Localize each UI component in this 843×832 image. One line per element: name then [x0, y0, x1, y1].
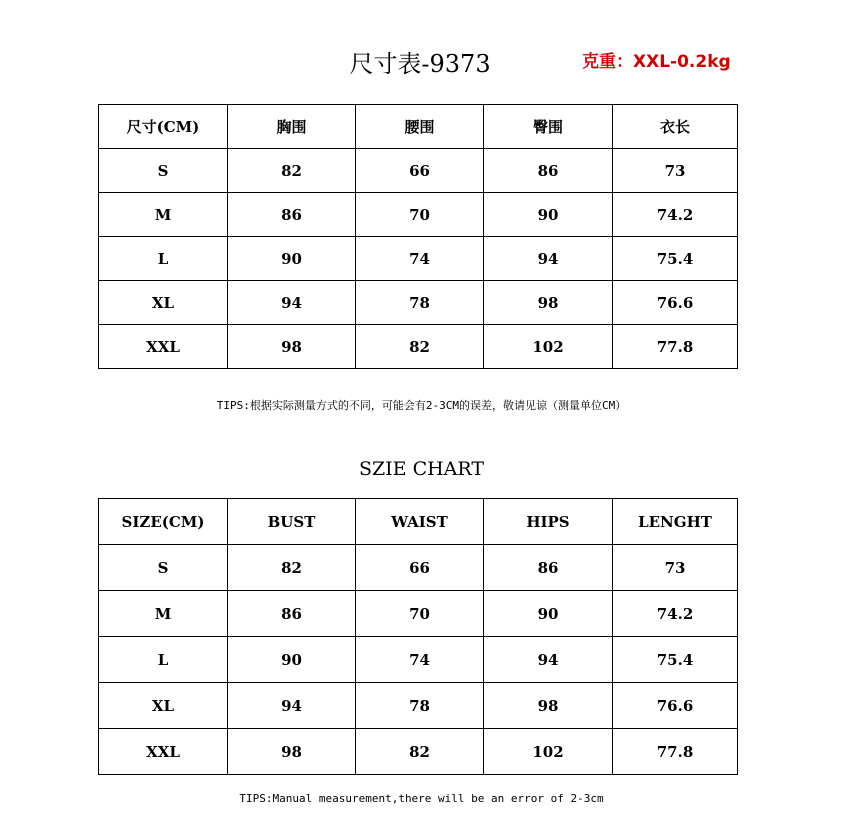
size-cell: XXL — [99, 325, 228, 369]
size-cell: L — [99, 637, 228, 683]
measurement-cell: 94 — [228, 683, 356, 729]
table-header-cell: 胸围 — [228, 105, 356, 149]
size-chart-title-en: SZIE CHART — [358, 458, 485, 480]
table-row — [99, 193, 738, 237]
table-row — [99, 729, 738, 775]
measurement-cell: 74 — [356, 237, 484, 281]
measurement-cell: 86 — [228, 591, 356, 637]
measurement-cell: 86 — [484, 149, 613, 193]
measurement-cell: 82 — [356, 325, 484, 369]
measurement-cell: 75.4 — [613, 237, 738, 281]
measurement-cell: 74 — [356, 637, 484, 683]
table-row — [99, 325, 738, 369]
measurement-cell: 86 — [228, 193, 356, 237]
measurement-cell: 98 — [484, 683, 613, 729]
measurement-cell: 94 — [228, 281, 356, 325]
measurement-cell: 77.8 — [613, 325, 738, 369]
measurement-cell: 75.4 — [613, 637, 738, 683]
size-cell: L — [99, 237, 228, 281]
table-row — [99, 545, 738, 591]
measurement-cell: 90 — [484, 591, 613, 637]
measurement-cell: 76.6 — [613, 683, 738, 729]
table-header-cell: SIZE(CM) — [99, 499, 228, 545]
measurement-cell: 78 — [356, 281, 484, 325]
table-header-cell: 腰围 — [356, 105, 484, 149]
table-header-cell: BUST — [228, 499, 356, 545]
size-table-en — [98, 498, 738, 775]
table-header-cell: HIPS — [484, 499, 613, 545]
measurement-cell: 66 — [356, 149, 484, 193]
measurement-cell: 98 — [484, 281, 613, 325]
measurement-cell: 74.2 — [613, 193, 738, 237]
table-row — [99, 237, 738, 281]
table-row — [99, 281, 738, 325]
measurement-cell: 73 — [613, 149, 738, 193]
measurement-cell: 70 — [356, 193, 484, 237]
measurement-cell: 94 — [484, 637, 613, 683]
measurement-cell: 82 — [228, 149, 356, 193]
table-header-row — [99, 499, 738, 545]
table-header-cell: WAIST — [356, 499, 484, 545]
measurement-cell: 70 — [356, 591, 484, 637]
size-cell: XXL — [99, 729, 228, 775]
measurement-cell: 102 — [484, 729, 613, 775]
table-row — [99, 149, 738, 193]
measurement-cell: 94 — [484, 237, 613, 281]
measurement-cell: 102 — [484, 325, 613, 369]
measurement-cell: 90 — [484, 193, 613, 237]
measurement-cell: 73 — [613, 545, 738, 591]
size-cell: S — [99, 545, 228, 591]
table-header-cell: 衣长 — [613, 105, 738, 149]
measurement-cell: 76.6 — [613, 281, 738, 325]
size-table-cn — [98, 104, 738, 369]
measurement-cell: 66 — [356, 545, 484, 591]
size-cell: XL — [99, 683, 228, 729]
measurement-cell: 98 — [228, 325, 356, 369]
measurement-cell: 98 — [228, 729, 356, 775]
tips-cn: TIPS:根据实际测量方式的不同，可能会有2-3CM的误差，敬请见谅（测量单位CM） — [216, 399, 627, 412]
measurement-cell: 82 — [356, 729, 484, 775]
size-cell: M — [99, 591, 228, 637]
measurement-cell: 74.2 — [613, 591, 738, 637]
size-table-cn-body — [99, 105, 738, 369]
measurement-cell: 90 — [228, 237, 356, 281]
measurement-cell: 77.8 — [613, 729, 738, 775]
size-cell: M — [99, 193, 228, 237]
size-cell: XL — [99, 281, 228, 325]
measurement-cell: 86 — [484, 545, 613, 591]
tips-en: TIPS:Manual measurement,there will be an error of 2-3cm — [239, 792, 604, 805]
table-row — [99, 683, 738, 729]
measurement-cell: 82 — [228, 545, 356, 591]
measurement-cell: 78 — [356, 683, 484, 729]
table-header-cell: 尺寸(CM) — [99, 105, 228, 149]
measurement-cell: 90 — [228, 637, 356, 683]
table-header-row — [99, 105, 738, 149]
table-header-cell: 臀围 — [484, 105, 613, 149]
table-header-cell: LENGHT — [613, 499, 738, 545]
weight-note: 克重：XXL-0.2kg — [582, 52, 731, 72]
size-cell: S — [99, 149, 228, 193]
size-table-en-body — [99, 499, 738, 775]
size-chart-title-cn: 尺寸表-9373 — [349, 50, 491, 78]
table-row — [99, 591, 738, 637]
table-row — [99, 637, 738, 683]
